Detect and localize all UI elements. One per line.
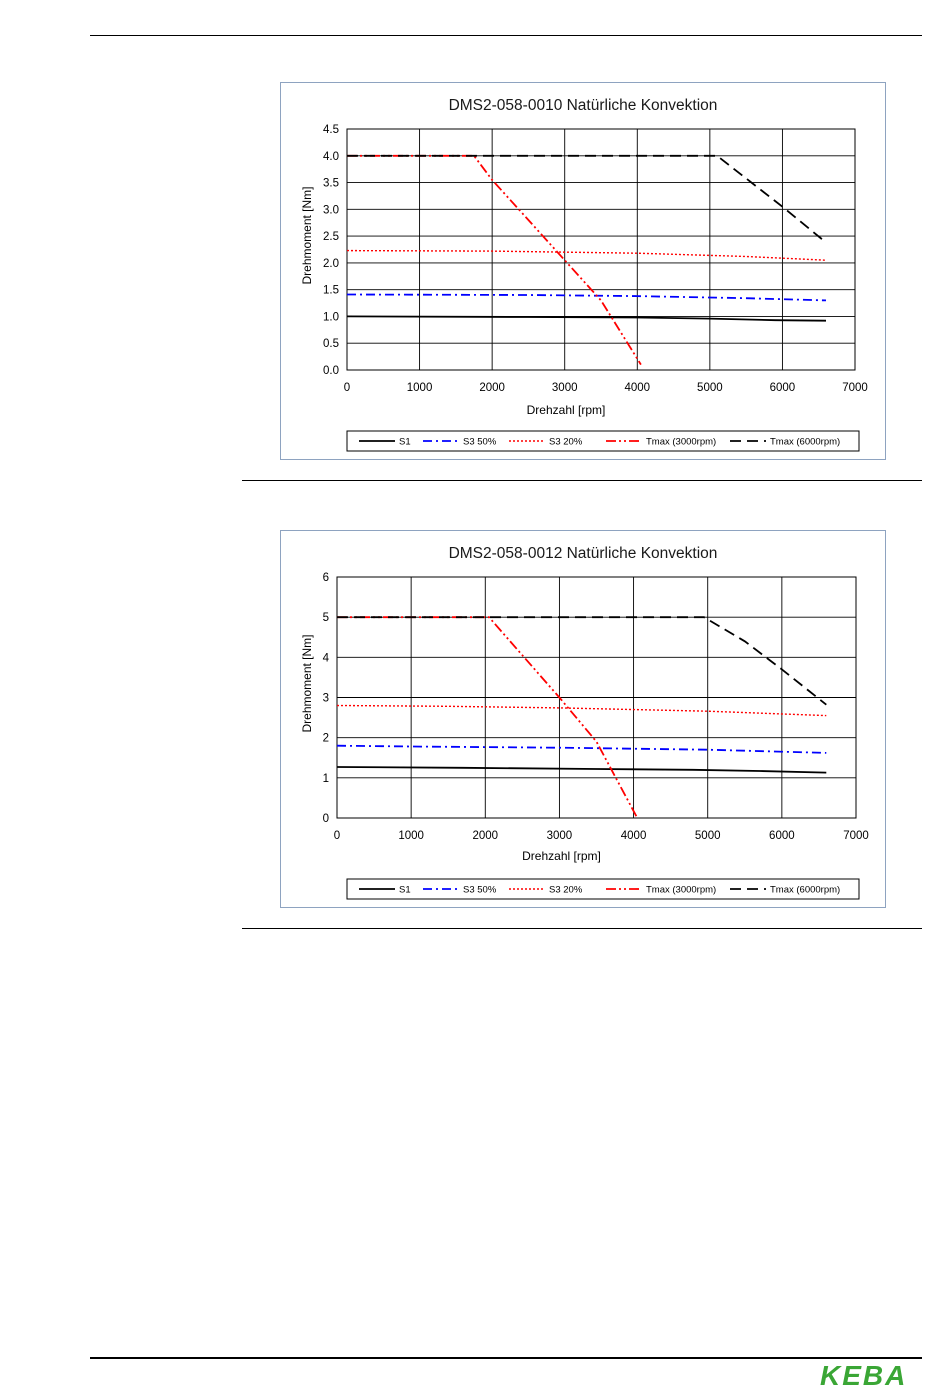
y-tick-label: 4.5 <box>323 124 339 136</box>
y-tick-label: 3 <box>322 692 329 705</box>
x-tick-label: 6000 <box>769 382 796 394</box>
legend-label: S3 50% <box>463 436 497 448</box>
y-tick-label: 5 <box>322 612 329 625</box>
series-line-4 <box>337 617 826 705</box>
footer-rule <box>90 1357 922 1359</box>
keba-logo <box>818 1362 922 1388</box>
y-tick-label: 3.5 <box>323 177 339 190</box>
y-tick-label: 1.0 <box>323 311 339 324</box>
y-axis-label: Drehmoment [Nm] <box>300 186 314 285</box>
x-tick-label: 4000 <box>624 382 651 394</box>
x-tick-label: 5000 <box>697 382 723 394</box>
section-rule-1 <box>242 480 922 481</box>
legend-label: S3 20% <box>549 884 583 896</box>
x-axis-label: Drehzahl [rpm] <box>526 403 606 417</box>
header-rule <box>90 35 922 36</box>
legend-label: Tmax (3000rpm) <box>646 884 717 896</box>
y-tick-label: 1 <box>322 772 329 785</box>
x-tick-label: 2000 <box>479 382 505 394</box>
x-tick-label: 1000 <box>406 382 433 394</box>
y-tick-label: 0 <box>322 813 329 825</box>
series-line-3 <box>337 617 637 818</box>
x-tick-label: 4000 <box>620 830 647 842</box>
series-line-1 <box>347 295 826 301</box>
chart-title: DMS2-058-0012 Natürliche Konvektion <box>448 545 718 562</box>
legend-label: S3 20% <box>549 436 583 448</box>
chart-title: DMS2-058-0010 Natürliche Konvektion <box>448 97 718 114</box>
y-tick-label: 0.5 <box>323 338 339 351</box>
y-tick-label: 2.0 <box>323 257 339 270</box>
legend-label: Tmax (6000rpm) <box>770 884 841 896</box>
series-line-0 <box>337 767 826 773</box>
x-tick-label: 0 <box>333 830 341 842</box>
series-line-0 <box>347 316 826 320</box>
series-line-2 <box>347 251 826 261</box>
legend-label: Tmax (3000rpm) <box>646 436 717 448</box>
legend-label: Tmax (6000rpm) <box>770 436 841 448</box>
y-tick-label: 4 <box>322 652 329 665</box>
keba-logo-text: KEBA <box>820 1362 908 1388</box>
x-tick-label: 6000 <box>769 830 795 842</box>
x-tick-label: 7000 <box>842 382 868 394</box>
y-axis-label: Drehmoment [Nm] <box>300 634 314 733</box>
chart-svg-0012 <box>281 531 885 907</box>
y-tick-label: 4.0 <box>323 150 339 163</box>
x-tick-label: 1000 <box>398 830 424 842</box>
series-line-3 <box>347 156 641 365</box>
x-tick-label: 3000 <box>551 382 578 394</box>
y-tick-label: 2.5 <box>323 231 339 244</box>
y-tick-label: 2 <box>322 732 329 745</box>
y-tick-label: 0.0 <box>323 365 339 377</box>
series-line-1 <box>337 746 826 753</box>
series-line-4 <box>347 156 826 243</box>
section-rule-2 <box>242 928 922 929</box>
y-tick-label: 6 <box>322 572 329 584</box>
x-tick-label: 5000 <box>694 830 721 842</box>
x-tick-label: 7000 <box>843 830 869 842</box>
chart-dms2-058-0010 <box>280 82 886 460</box>
legend-label: S1 <box>399 436 411 448</box>
plot-area <box>347 129 855 370</box>
x-axis-label: Drehzahl [rpm] <box>522 849 601 863</box>
series-line-2 <box>337 706 826 716</box>
x-tick-label: 2000 <box>472 830 499 842</box>
legend-label: S3 50% <box>463 884 497 896</box>
chart-dms2-058-0012 <box>280 530 886 908</box>
x-tick-label: 0 <box>343 382 351 394</box>
legend-label: S1 <box>399 884 411 896</box>
x-tick-label: 3000 <box>546 830 573 842</box>
y-tick-label: 3.0 <box>323 204 339 217</box>
y-tick-label: 1.5 <box>323 284 339 297</box>
chart-svg-0010 <box>281 83 885 459</box>
keba-logo-mark <box>818 1362 922 1388</box>
